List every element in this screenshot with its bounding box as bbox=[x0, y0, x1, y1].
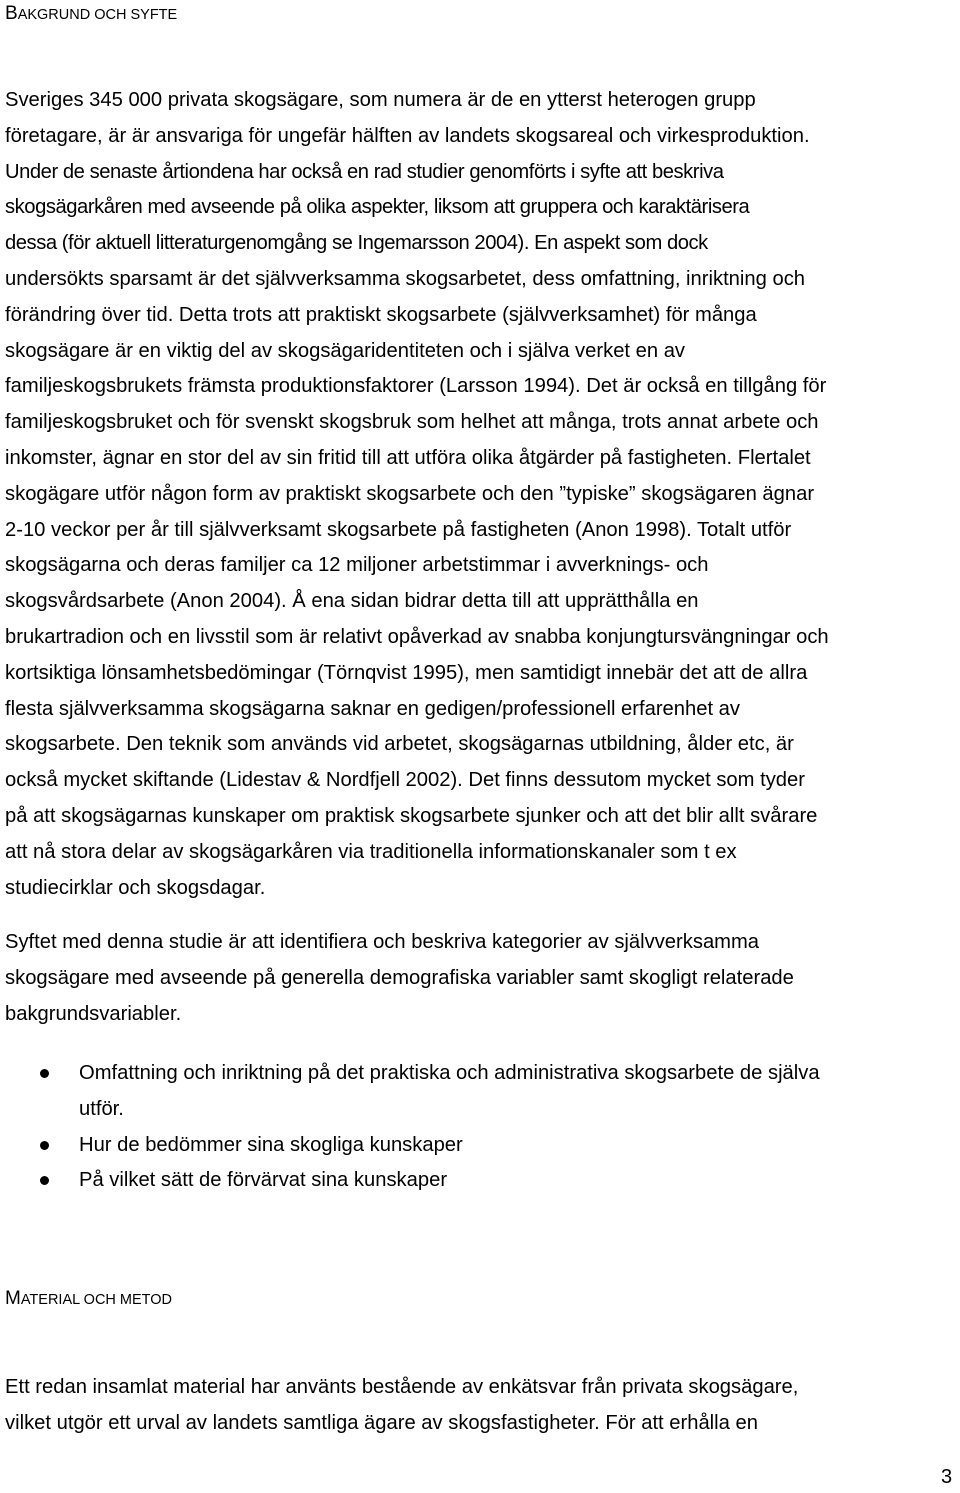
section-heading-material bbox=[5, 1288, 172, 1310]
paragraph-line: skogägare utför någon form av praktiskt skogsarbete och den ”typiske” skogsägaren ägnar bbox=[5, 482, 815, 505]
paragraph-line: studiecirklar och skogsdagar. bbox=[5, 876, 266, 899]
paragraph-line: företagare, är är ansvariga för ungefär hälften av landets skogsareal och virkesproduktion. bbox=[5, 124, 810, 147]
purpose-bullet-list bbox=[0, 1056, 960, 1199]
paragraph-line: Ett redan insamlat material har använts bestående av enkätsvar från privata skogsägare, bbox=[5, 1376, 799, 1398]
paragraph-line: skogsägarna och deras familjer ca 12 miljoner arbetstimmar i avverknings- och bbox=[5, 554, 709, 577]
paragraph-line: kortsiktiga lönsamhetsbedömingar (Törnqvist 1995), men samtidigt innebär det att de allra bbox=[5, 661, 808, 684]
bullet-text: utför. bbox=[79, 1097, 124, 1120]
paragraph-line: skogsägare med avseende på generella demografiska variabler samt skogligt relaterade bbox=[5, 966, 794, 989]
bullet-item bbox=[0, 1056, 960, 1128]
bullet-dot-icon bbox=[40, 1069, 49, 1078]
heading-initial: M bbox=[5, 1288, 21, 1309]
bullet-item bbox=[0, 1163, 960, 1199]
bullet-dot-icon bbox=[40, 1141, 49, 1150]
paragraph-line: bakgrundsvariabler. bbox=[5, 1002, 182, 1025]
paragraph-line: skogsägarkåren med avseende på olika aspekter, liksom att gruppera och karaktärisera bbox=[5, 196, 750, 219]
paragraph-line: skogsvårdsarbete (Anon 2004). Å ena sidan bidrar detta till att upprätthålla en bbox=[5, 590, 699, 613]
page-number: 3 bbox=[941, 1466, 953, 1488]
paragraph-line: på att skogsägarnas kunskaper om praktisk skogsarbete sjunker och att det blir allt svårare bbox=[5, 804, 818, 827]
paragraph-line: dessa (för aktuell litteraturgenomgång se Ingemarsson 2004). En aspekt som dock bbox=[5, 232, 708, 255]
paragraph-line: vilket utgör ett urval av landets samtliga ägare av skogsfastigheter. För att erhålla en bbox=[5, 1411, 758, 1434]
paragraph-method bbox=[5, 1370, 959, 1442]
bullet-text: På vilket sätt de förvärvat sina kunskaper bbox=[79, 1169, 448, 1192]
paragraph-line: inkomster, ägnar en stor del av sin fritid till att utföra olika åtgärder på fastigheten. Flertalet bbox=[5, 446, 811, 469]
bullet-text: Hur de bedömmer sina skogliga kunskaper bbox=[79, 1133, 463, 1156]
paragraph-line: 2-10 veckor per år till självverksamt skogsarbete på fastigheten (Anon 1998). Totalt utför bbox=[5, 518, 792, 541]
paragraph-line: familjeskogsbruket och för svenskt skogsbruk som helhet att många, trots annat arbete och bbox=[5, 411, 819, 434]
paragraph-line: Syftet med denna studie är att identifiera och beskriva kategorier av självverksamma bbox=[5, 931, 760, 953]
paragraph-line: Sveriges 345 000 privata skogsägare, som numera är de en ytterst heterogen grupp bbox=[5, 89, 756, 111]
paragraph-line: familjeskogsbrukets främsta produktionsfaktorer (Larsson 1994). Det är också en tillgång för bbox=[5, 375, 827, 398]
paragraph-line: skogsarbete. Den teknik som används vid arbetet, skogsägarnas utbildning, ålder etc, är bbox=[5, 733, 794, 756]
bullet-item bbox=[0, 1128, 960, 1164]
heading-rest: ATERIAL OCH METOD bbox=[20, 1292, 173, 1308]
heading-initial: B bbox=[5, 3, 18, 24]
paragraph-line: att nå stora delar av skogsägarkåren via traditionella informationskanaler som t ex bbox=[5, 840, 737, 863]
paragraph-line: också mycket skiftande (Lidestav & Nordfjell 2002). Det finns dessutom mycket som tyder bbox=[5, 769, 805, 792]
paragraph-line: förändring över tid. Detta trots att praktiskt skogsarbete (självverksamhet) för många bbox=[5, 303, 757, 326]
section-heading-bakgrund bbox=[5, 3, 177, 25]
paragraph-line: undersökts sparsamt är det självverksamma skogsarbetet, dess omfattning, inriktning och bbox=[5, 267, 806, 290]
paragraph-background bbox=[5, 83, 959, 906]
heading-rest: AKGRUND OCH SYFTE bbox=[17, 7, 178, 23]
paragraph-line: flesta självverksamma skogsägarna saknar en gedigen/professionell erfarenhet av bbox=[5, 697, 741, 720]
paragraph-line: Under de senaste årtiondena har också en rad studier genomförts i syfte att beskriva bbox=[5, 160, 724, 183]
paragraph-purpose bbox=[5, 925, 959, 1032]
bullet-dot-icon bbox=[40, 1176, 49, 1185]
paragraph-line: skogsägare är en viktig del av skogsägaridentiteten och i själva verket en av bbox=[5, 339, 686, 362]
bullet-text: Omfattning och inriktning på det praktiska och administrativa skogsarbete de själva bbox=[79, 1062, 820, 1084]
paragraph-line: brukartradion och en livsstil som är relativt opåverkad av snabba konjungtursvängningar och bbox=[5, 625, 829, 648]
